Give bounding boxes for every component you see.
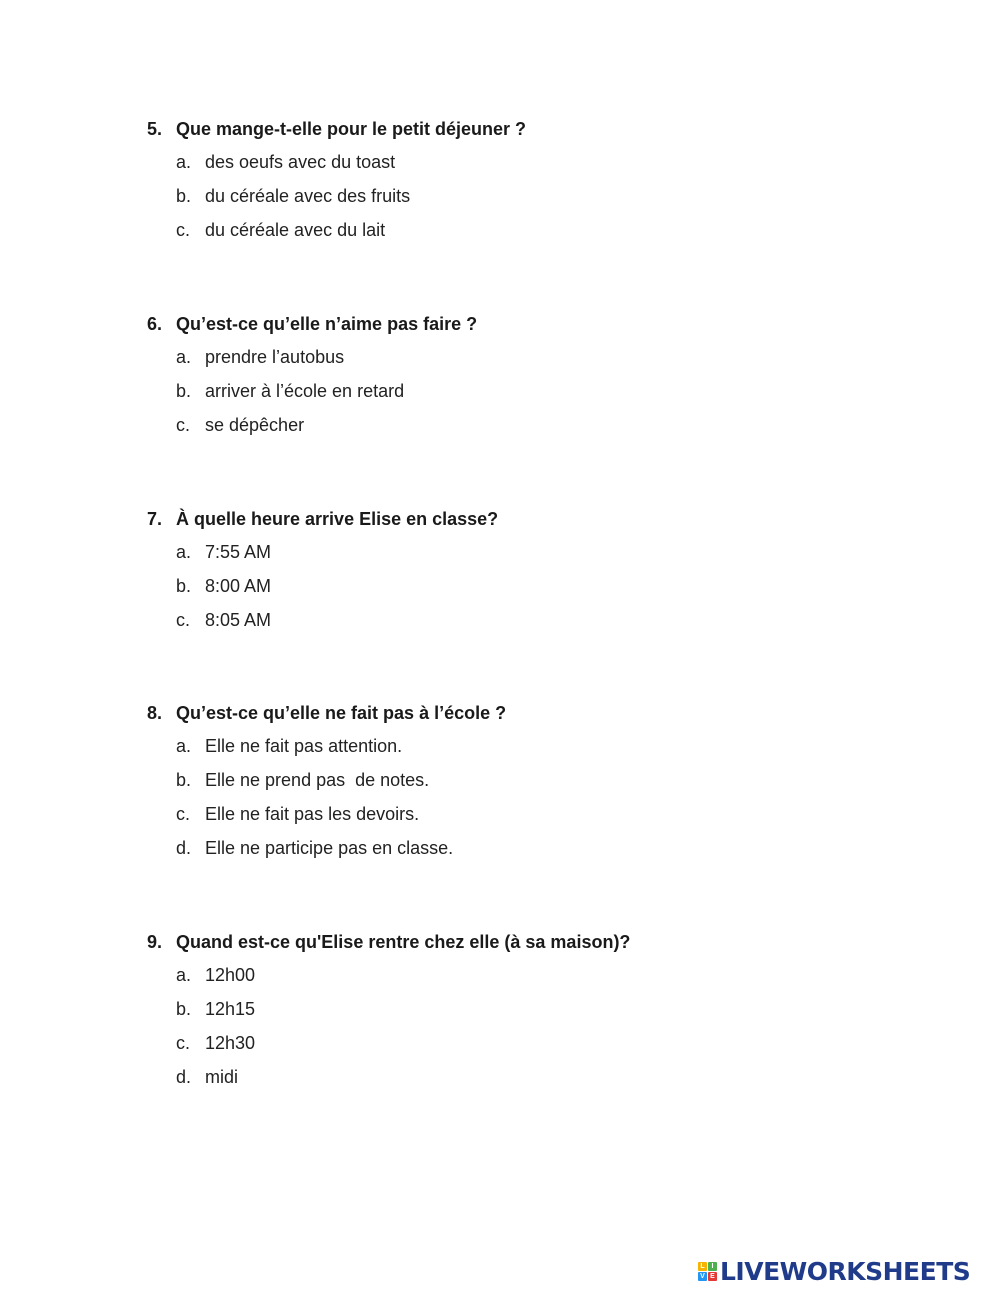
logo-mark-cell: I <box>708 1262 717 1271</box>
option-letter: a. <box>176 542 192 562</box>
question-number: 7. <box>147 509 163 529</box>
question-title <box>147 703 506 724</box>
answer-option[interactable] <box>176 1033 255 1054</box>
option-letter: d. <box>176 1067 192 1087</box>
question-title <box>147 509 498 530</box>
answer-option[interactable] <box>176 736 402 757</box>
option-text: Elle ne fait pas attention. <box>205 736 403 756</box>
answer-option[interactable] <box>176 838 453 859</box>
option-text: 7:55 AM <box>205 542 272 562</box>
option-text: 12h30 <box>205 1033 256 1053</box>
answer-option[interactable] <box>176 415 304 436</box>
option-text: arriver à l’école en retard <box>205 381 405 401</box>
option-letter: c. <box>176 415 191 435</box>
option-text: midi <box>205 1067 239 1087</box>
question-text: Que mange-t-elle pour le petit déjeuner ? <box>176 119 527 139</box>
question-number: 8. <box>147 703 163 723</box>
option-text: Elle ne prend pas de notes. <box>205 770 430 790</box>
question-number: 6. <box>147 314 163 334</box>
option-text: 8:00 AM <box>205 576 272 596</box>
option-text: des oeufs avec du toast <box>205 152 396 172</box>
logo-mark-icon <box>698 1262 717 1281</box>
option-text: se dépêcher <box>205 415 305 435</box>
question-text: À quelle heure arrive Elise en classe? <box>176 509 499 529</box>
logo-text: LIVEWORKSHEETS <box>720 1256 971 1286</box>
option-letter: a. <box>176 347 192 367</box>
answer-option[interactable] <box>176 965 255 986</box>
question-text: Qu’est-ce qu’elle n’aime pas faire ? <box>176 314 478 334</box>
option-letter: c. <box>176 220 191 240</box>
option-letter: a. <box>176 736 192 756</box>
option-letter: b. <box>176 576 192 596</box>
question-number: 9. <box>147 932 163 952</box>
question-title <box>147 314 477 335</box>
logo-mark-cell: E <box>708 1272 717 1281</box>
option-letter: a. <box>176 965 192 985</box>
question-text: Quand est-ce qu'Elise rentre chez elle (à sa maison)? <box>176 932 631 952</box>
answer-option[interactable] <box>176 220 385 241</box>
answer-option[interactable] <box>176 1067 238 1088</box>
option-text: Elle ne participe pas en classe. <box>205 838 454 858</box>
answer-option[interactable] <box>176 542 271 563</box>
liveworksheets-logo[interactable] <box>698 1257 970 1285</box>
option-letter: b. <box>176 381 192 401</box>
answer-option[interactable] <box>176 576 271 597</box>
option-text: 12h00 <box>205 965 256 985</box>
option-letter: a. <box>176 152 192 172</box>
logo-mark-cell: L <box>698 1262 707 1271</box>
answer-option[interactable] <box>176 381 404 402</box>
logo-mark-cell: V <box>698 1272 707 1281</box>
option-letter: c. <box>176 610 191 630</box>
option-text: du céréale avec du lait <box>205 220 386 240</box>
question-title <box>147 119 526 140</box>
option-letter: b. <box>176 999 192 1019</box>
answer-option[interactable] <box>176 804 419 825</box>
answer-option[interactable] <box>176 610 271 631</box>
option-text: du céréale avec des fruits <box>205 186 411 206</box>
option-text: 8:05 AM <box>205 610 272 630</box>
option-letter: b. <box>176 770 192 790</box>
question-text: Qu’est-ce qu’elle ne fait pas à l’école ? <box>176 703 507 723</box>
answer-option[interactable] <box>176 999 255 1020</box>
option-letter: d. <box>176 838 192 858</box>
question-title <box>147 932 630 953</box>
option-letter: c. <box>176 804 191 824</box>
question-number: 5. <box>147 119 163 139</box>
option-letter: b. <box>176 186 192 206</box>
answer-option[interactable] <box>176 347 344 368</box>
answer-option[interactable] <box>176 770 429 791</box>
answer-option[interactable] <box>176 186 410 207</box>
option-text: Elle ne fait pas les devoirs. <box>205 804 420 824</box>
answer-option[interactable] <box>176 152 395 173</box>
option-text: 12h15 <box>205 999 256 1019</box>
option-text: prendre l’autobus <box>205 347 345 367</box>
option-letter: c. <box>176 1033 191 1053</box>
